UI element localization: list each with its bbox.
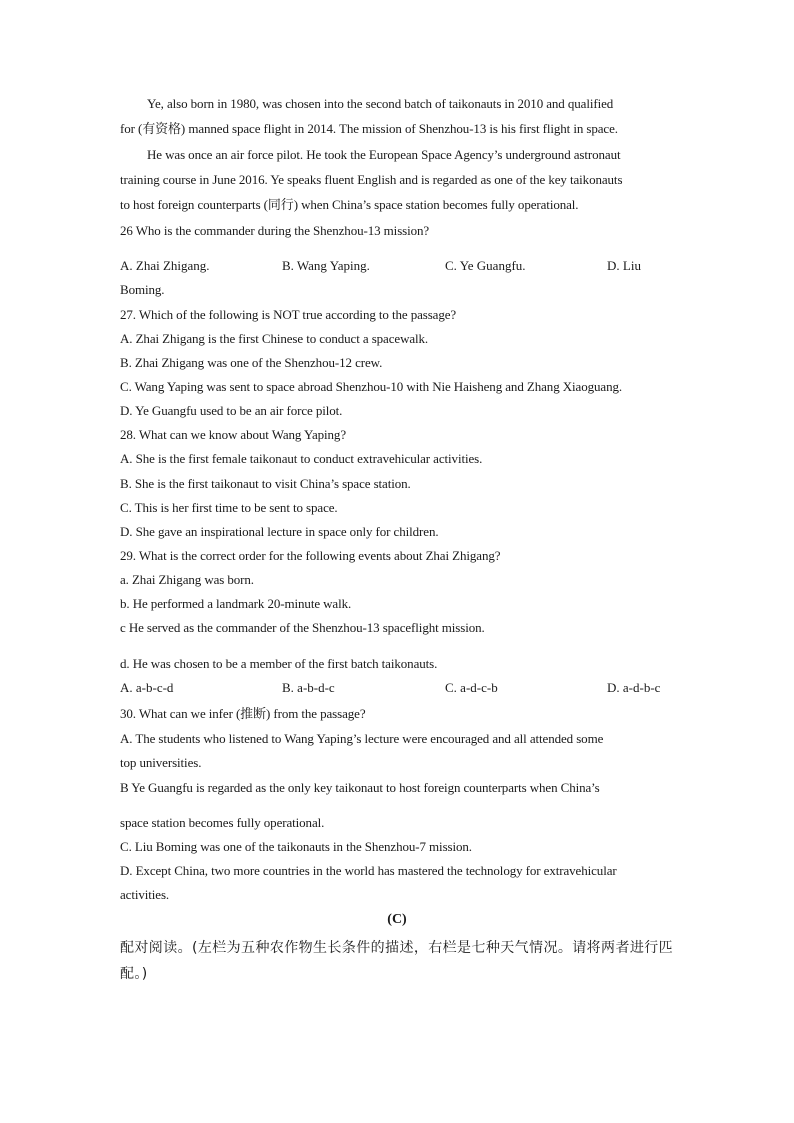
q28-option-a: A. She is the first female taikonaut to conduct extravehicular activities. [120, 451, 483, 466]
q30-option-a-continued: top universities. [120, 755, 202, 770]
q26-option-d-continued: Boming. [120, 282, 165, 297]
passage-line: training course in June 2016. Ye speaks fluent English and is regarded as one of the key taikonauts [120, 172, 623, 187]
section-c-instruction: 配对阅读。(左栏为五种农作物生长条件的描述，右栏是七种天气情况。请将两者进行匹 [120, 940, 674, 956]
q30-option-d-continued: activities. [120, 887, 170, 902]
q29-event-b: b. He performed a landmark 20-minute walk. [120, 596, 352, 611]
q29-event-c: c He served as the commander of the Shenzhou-13 spaceflight mission. [120, 620, 485, 635]
q30-option-a: A. The students who listened to Wang Yaping’s lecture were encouraged and all attended some [120, 731, 604, 746]
q29-option-a: A. a-b-c-d [120, 680, 174, 695]
passage-line: to host foreign counterparts (同行) when China’s space station becomes fully operational. [120, 197, 579, 212]
question-30-stem: 30. What can we infer (推断) from the passage? [120, 706, 366, 721]
q26-option-d: D. Liu [607, 258, 641, 273]
q29-option-d: D. a-d-b-c [607, 680, 661, 695]
q28-option-b: B. She is the first taikonaut to visit China’s space station. [120, 476, 411, 491]
question-28-stem: 28. What can we know about Wang Yaping? [120, 427, 347, 442]
passage-line: Ye, also born in 1980, was chosen into the second batch of taikonauts in 2010 and qualified [147, 96, 614, 111]
q29-option-c: C. a-d-c-b [445, 680, 498, 695]
q30-option-d: D. Except China, two more countries in the world has mastered the technology for extravehicular [120, 863, 617, 878]
q27-option-a: A. Zhai Zhigang is the first Chinese to conduct a spacewalk. [120, 331, 429, 346]
question-27-stem: 27. Which of the following is NOT true according to the passage? [120, 307, 457, 322]
q28-option-c: C. This is her first time to be sent to space. [120, 500, 338, 515]
q26-option-c: C. Ye Guangfu. [445, 258, 526, 273]
q30-option-b-continued: space station becomes fully operational. [120, 815, 325, 830]
q27-option-c: C. Wang Yaping was sent to space abroad Shenzhou-10 with Nie Haisheng and Zhang Xiaoguang. [120, 379, 623, 394]
q27-option-d: D. Ye Guangfu used to be an air force pilot. [120, 403, 343, 418]
q26-option-a: A. Zhai Zhigang. [120, 258, 210, 273]
passage-line: for (有资格) manned space flight in 2014. The mission of Shenzhou-13 is his first flight in space. [120, 121, 618, 136]
q30-option-c: C. Liu Boming was one of the taikonauts in the Shenzhou-7 mission. [120, 839, 472, 854]
question-26-stem: 26 Who is the commander during the Shenzhou-13 mission? [120, 223, 430, 238]
q30-option-b: B Ye Guangfu is regarded as the only key taikonaut to host foreign counterparts when China’s [120, 780, 600, 795]
q29-option-b: B. a-b-d-c [282, 680, 335, 695]
passage-line: He was once an air force pilot. He took the European Space Agency’s underground astronaut [147, 147, 621, 162]
q28-option-d: D. She gave an inspirational lecture in space only for children. [120, 524, 439, 539]
q26-option-b: B. Wang Yaping. [282, 258, 370, 273]
q27-option-b: B. Zhai Zhigang was one of the Shenzhou-12 crew. [120, 355, 383, 370]
q29-event-a: a. Zhai Zhigang was born. [120, 572, 254, 587]
q29-event-d: d. He was chosen to be a member of the first batch taikonauts. [120, 656, 438, 671]
section-c-heading: (C) [387, 912, 407, 927]
question-29-stem: 29. What is the correct order for the following events about Zhai Zhigang? [120, 548, 501, 563]
section-c-instruction-continued: 配。) [120, 966, 148, 982]
